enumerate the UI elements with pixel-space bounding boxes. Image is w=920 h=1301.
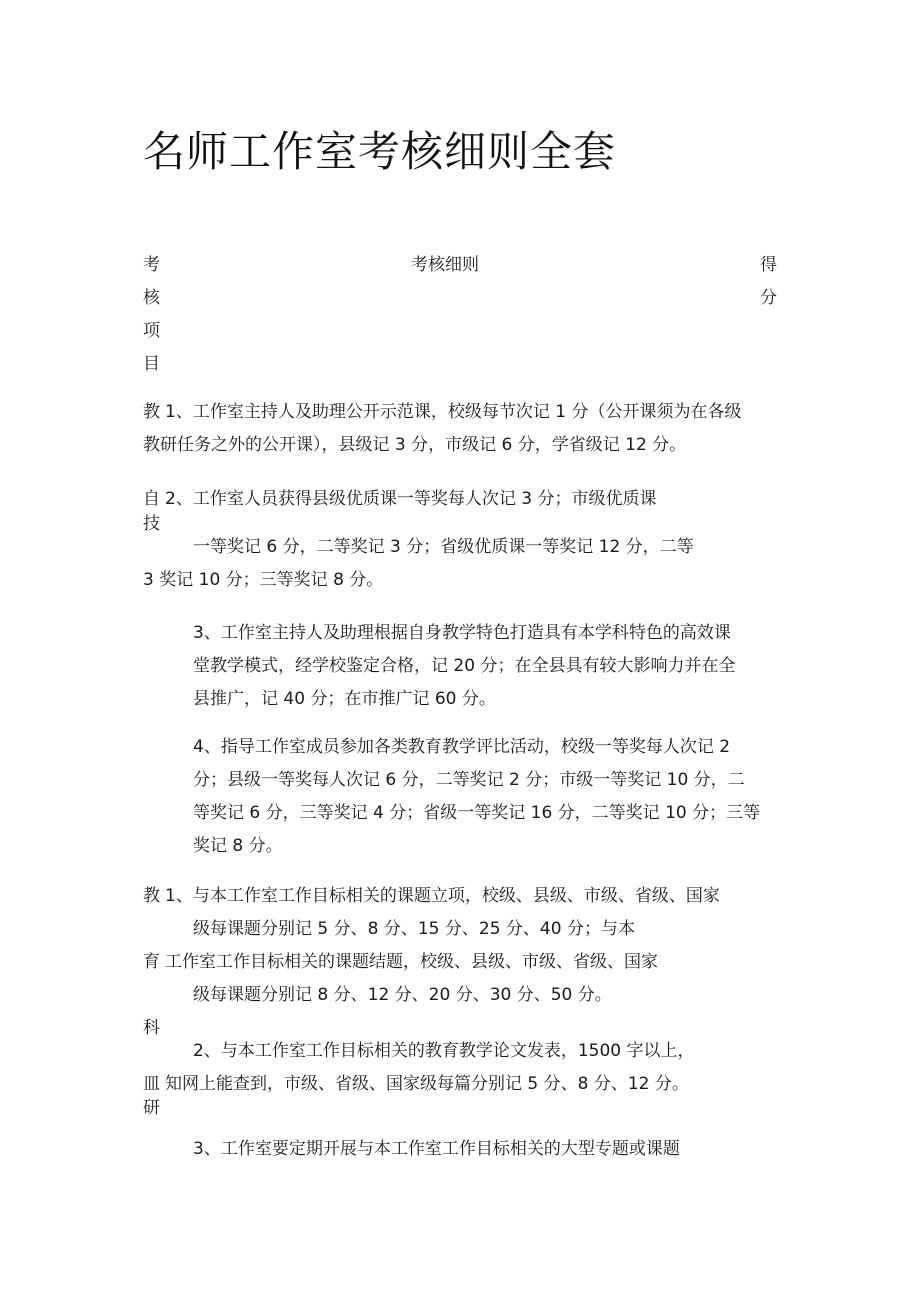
header-col-item-4: 目 [143,354,160,374]
category-char: 技 [143,514,160,534]
research-item-1-line-4: 级每课题分别记 8 分、12 分、20 分、30 分、50 分。 [193,985,612,1005]
category-char: 育 [143,952,160,972]
skills-item-4-line-1: 4、指导工作室成员参加各类教育教学评比活动，校级一等奖每人次记 2 [193,737,731,757]
category-char: 教 [143,402,160,422]
header-col-score-1: 得 [760,255,777,275]
skills-item-3-line-3: 县推广，记 40 分；在市推广记 60 分。 [193,689,496,709]
research-item-2-line-1: 2、与本工作室工作目标相关的教育教学论文发表，1500 字以上， [193,1041,695,1061]
category-char: 教 [143,886,160,906]
header-col-item-2: 核 [143,288,160,308]
research-item-2-line-2: 知网上能查到，市级、省级、国家级每篇分别记 5 分、8 分、12 分。 [165,1074,689,1094]
research-item-3-line-1: 3、工作室要定期开展与本工作室工作目标相关的大型专题或课题 [193,1139,680,1159]
header-col-item-3: 项 [143,321,160,341]
category-char: 研 [143,1098,160,1118]
research-item-1-line-1: 1、与本工作室工作目标相关的课题立项，校级、县级、市级、省级、国家 [165,886,720,906]
page-title: 名师工作室考核细则全套 [143,127,617,176]
header-col-item-1: 考 [143,255,160,275]
skills-item-1-line-2: 教研任务之外的公开课），县级记 3 分，市级记 6 分，学省级记 12 分。 [143,435,687,455]
skills-item-3-line-2: 堂教学模式，经学校鉴定合格，记 20 分；在全县具有较大影响力并在全 [193,656,736,676]
header-col-details: 考核细则 [411,255,479,275]
header-col-score-2: 分 [760,288,777,308]
category-char: 自 [143,489,160,509]
skills-item-1-line-1: 1、工作室主持人及助理公开示范课，校级每节次记 1 分（公开课须为在各级 [165,402,742,422]
skills-item-3-line-1: 3、工作室主持人及助理根据自身教学特色打造具有本学科特色的高效课 [193,623,731,643]
skills-item-4-line-3: 等奖记 6 分，三等奖记 4 分；省级一等奖记 16 分，二等奖记 10 分；三等 [193,803,761,823]
skills-item-4-line-4: 奖记 8 分。 [193,836,283,856]
skills-item-2-line-2: 一等奖记 6 分，二等奖记 3 分；省级优质课一等奖记 12 分，二等 [193,537,694,557]
category-char: 皿 [143,1074,160,1094]
research-item-1-line-3: 工作室工作目标相关的课题结题，校级、县级、市级、省级、国家 [165,952,658,972]
skills-item-4-line-2: 分；县级一等奖每人次记 6 分，二等奖记 2 分；市级一等奖记 10 分，二 [193,770,745,790]
skills-item-2-line-3: 3 奖记 10 分；三等奖记 8 分。 [143,570,384,590]
skills-item-2-line-1: 2、工作室人员获得县级优质课一等奖每人次记 3 分；市级优质课 [165,489,657,509]
category-char: 科 [143,1018,160,1038]
research-item-1-line-2: 级每课题分别记 5 分、8 分、15 分、25 分、40 分；与本 [193,919,635,939]
